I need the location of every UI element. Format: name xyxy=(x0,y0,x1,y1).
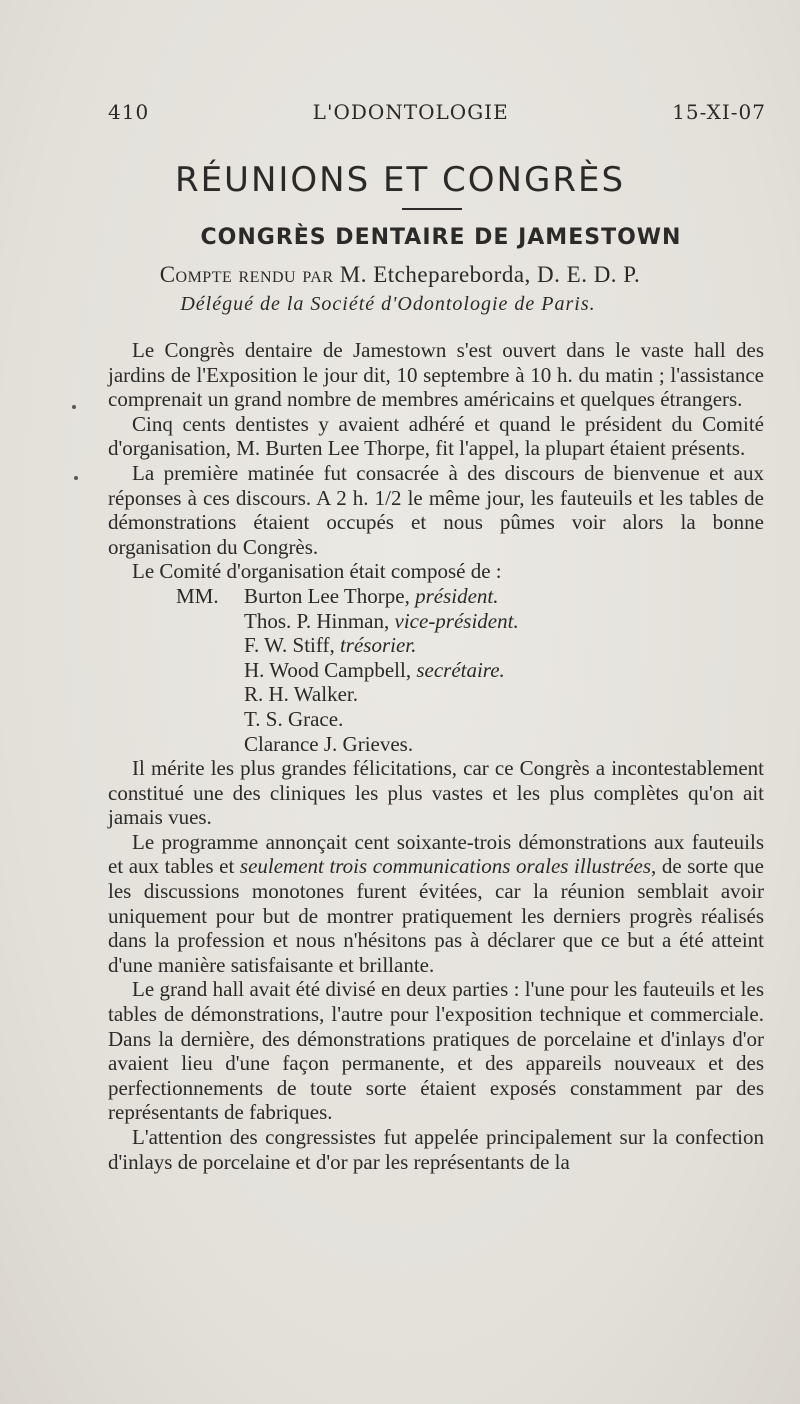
article-subtitle: CONGRÈS DENTAIRE DE JAMESTOWN xyxy=(200,225,682,250)
committee-list xyxy=(108,584,764,756)
running-header xyxy=(108,100,766,130)
member-role: secrétaire. xyxy=(416,657,505,682)
paragraph: Il mérite les plus grandes félicitations, car ce Congrès a incontestablement constitué une des cliniques les plus vastes et les plus complètes qu'on ait jamais vues. xyxy=(108,756,764,830)
committee-member xyxy=(108,732,764,757)
member-name: H. Wood Campbell, xyxy=(244,657,412,682)
page-number: 410 xyxy=(108,100,150,124)
committee-member xyxy=(108,633,764,658)
member-role: président. xyxy=(415,583,499,608)
paragraph: Le Comité d'organisation était composé de : xyxy=(132,559,502,584)
committee-prefix: MM. xyxy=(176,583,219,608)
member-name: F. W. Stiff, xyxy=(244,633,335,658)
member-name: R. H. Walker. xyxy=(244,682,358,707)
member-name: T. S. Grace. xyxy=(244,706,344,731)
paper-speck xyxy=(74,476,78,480)
committee-member xyxy=(108,584,764,609)
committee-member xyxy=(108,609,764,634)
committee-member xyxy=(108,658,764,683)
member-name: Thos. P. Hinman, xyxy=(244,608,390,633)
paragraph: La première matinée fut consacrée à des discours de bienvenue et aux réponses à ces discours. A 2 h. 1/2 le même jour, les fauteuils et les tables de démonstrations étaient occupés et nous pûmes voir alors la bonne organisation du Congrès. xyxy=(108,460,764,559)
paragraph-text: , de sorte que les discussions monotones furent évitées, car la réunion semblait avoir uniquement pour but de montrer pratiquement les derniers progrès réalisés dans la profession et nous n'hésitons pas à déclarer que ce but a été atteint d'une manière satisfaisante et brillante. xyxy=(108,854,764,977)
paper-speck xyxy=(72,405,76,409)
byline-author: M. Etchepareborda, D. E. D. P. xyxy=(339,262,641,287)
member-role: vice-président. xyxy=(394,608,519,633)
byline-prefix: Compte rendu par xyxy=(159,262,334,287)
member-name: Burton Lee Thorpe, xyxy=(244,583,410,608)
title-divider xyxy=(402,208,462,210)
paragraph: L'attention des congressistes fut appelée principalement sur la confection d'inlays de porcelaine et d'or par les représentants de la xyxy=(108,1125,764,1174)
member-role: trésorier. xyxy=(339,633,417,658)
journal-title: L'ODONTOLOGIE xyxy=(312,100,509,124)
article-body xyxy=(108,338,764,1174)
emphasis-text: seulement trois communications orales illustrées xyxy=(239,854,652,879)
delegate-line: Délégué de la Société d'Odontologie de Paris. xyxy=(180,293,596,315)
member-name: Clarance J. Grieves. xyxy=(244,731,414,756)
paragraph: Cinq cents dentistes y avaient adhéré et quand le président du Comité d'organisation, M. Burten Lee Thorpe, fit l'appel, la plupart étaient présents. xyxy=(108,411,764,461)
committee-member xyxy=(108,682,764,707)
issue-date: 15-XI-07 xyxy=(672,100,766,124)
paragraph: Le Congrès dentaire de Jamestown s'est ouvert dans le vaste hall des jardins de l'Exposition le jour dit, 10 septembre à 10 h. du matin ; l'assistance comprenait un grand nombre de membres américains et quelques étrangers. xyxy=(108,338,764,412)
paragraph: Le grand hall avait été divisé en deux parties : l'une pour les fauteuils et les tables de démonstrations, l'autre pour l'exposition technique et commerciale. Dans la dernière, des démonstrations pratiques de porcelaine et d'inlays d'or avaient lieu d'une façon permanente, et des appareils nouveaux et des perfectionnements de toute sorte étaient exposés constamment par des représentants de fabriques. xyxy=(108,977,764,1125)
section-title: RÉUNIONS ET CONGRÈS xyxy=(174,160,626,200)
paragraph-text: Le programme annonçait cent soixante-trois démonstrations aux fauteuils et aux tables et xyxy=(108,829,764,879)
paragraph xyxy=(108,830,764,978)
report-byline xyxy=(0,262,800,288)
committee-member xyxy=(108,707,764,732)
